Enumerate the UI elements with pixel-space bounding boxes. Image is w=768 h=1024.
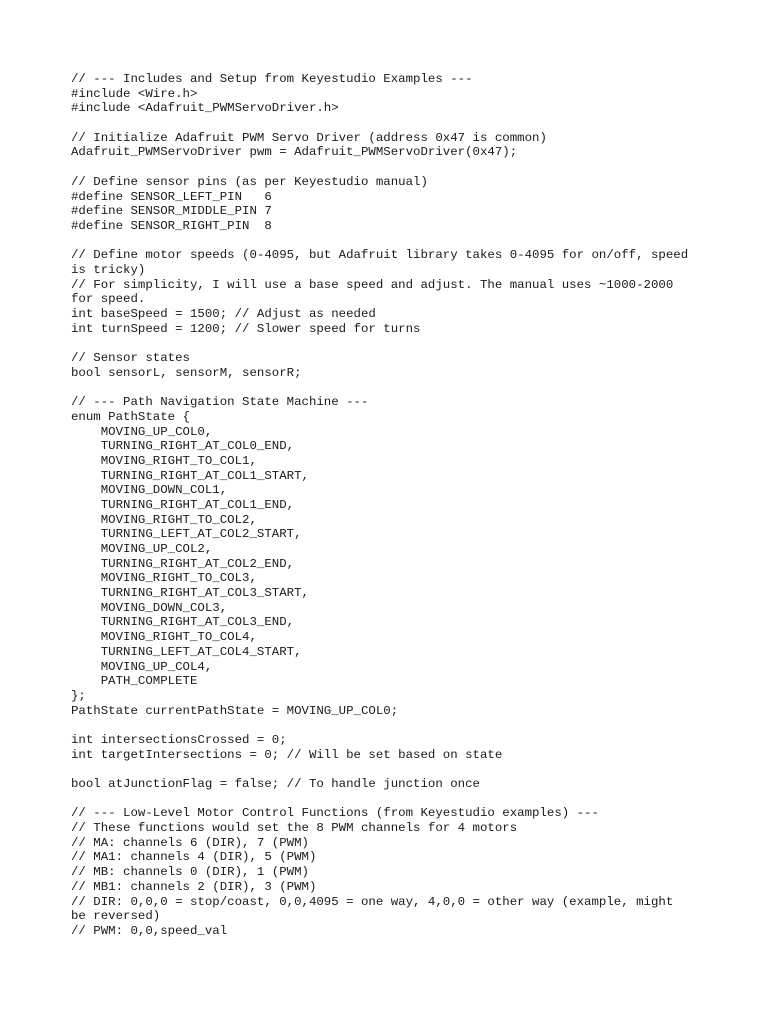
code-line: TURNING_LEFT_AT_COL4_START, bbox=[71, 644, 302, 659]
code-line bbox=[71, 234, 711, 249]
code-line: MOVING_DOWN_COL3, bbox=[71, 600, 228, 615]
code-line: #define SENSOR_RIGHT_PIN 8 bbox=[71, 218, 272, 233]
code-line: // Define motor speeds (0-4095, but Adafruit library takes 0-4095 for on/off, speed bbox=[71, 248, 689, 263]
code-line bbox=[71, 336, 711, 351]
code-line bbox=[71, 160, 711, 175]
code-line: // MB: channels 0 (DIR), 1 (PWM) bbox=[71, 865, 309, 880]
code-line: TURNING_LEFT_AT_COL2_START, bbox=[71, 527, 302, 542]
code-line: is tricky) bbox=[71, 262, 146, 277]
code-line: TURNING_RIGHT_AT_COL1_END, bbox=[71, 497, 295, 512]
code-line: be reversed) bbox=[71, 909, 161, 924]
code-line: MOVING_RIGHT_TO_COL4, bbox=[71, 630, 257, 645]
code-line: MOVING_UP_COL0, bbox=[71, 424, 213, 439]
code-line: // For simplicity, I will use a base speed and adjust. The manual uses ~1000-2000 bbox=[71, 277, 674, 292]
code-line: // MA1: channels 4 (DIR), 5 (PWM) bbox=[71, 850, 317, 865]
code-line bbox=[71, 718, 711, 733]
code-line: #include <Adafruit_PWMServoDriver.h> bbox=[71, 101, 339, 116]
code-line: TURNING_RIGHT_AT_COL3_END, bbox=[71, 615, 295, 630]
code-line: // --- Low-Level Motor Control Functions (from Keyestudio examples) --- bbox=[71, 806, 599, 821]
code-line: MOVING_UP_COL4, bbox=[71, 659, 213, 674]
code-line: #define SENSOR_MIDDLE_PIN 7 bbox=[71, 204, 272, 219]
code-line: #include <Wire.h> bbox=[71, 86, 198, 101]
code-line: TURNING_RIGHT_AT_COL2_END, bbox=[71, 556, 295, 571]
code-listing bbox=[71, 72, 711, 939]
code-line: // These functions would set the 8 PWM channels for 4 motors bbox=[71, 821, 518, 836]
code-line: MOVING_RIGHT_TO_COL1, bbox=[71, 453, 257, 468]
code-line bbox=[71, 792, 711, 807]
code-line: int turnSpeed = 1200; // Slower speed for turns bbox=[71, 321, 421, 336]
code-line: bool sensorL, sensorM, sensorR; bbox=[71, 365, 302, 380]
code-line: enum PathState { bbox=[71, 409, 190, 424]
code-line: }; bbox=[71, 688, 86, 703]
code-line: int baseSpeed = 1500; // Adjust as needed bbox=[71, 307, 376, 321]
code-line: TURNING_RIGHT_AT_COL0_END, bbox=[71, 439, 295, 454]
code-line: // Initialize Adafruit PWM Servo Driver (address 0x47 is common) bbox=[71, 130, 547, 145]
code-line: // Define sensor pins (as per Keyestudio manual) bbox=[71, 174, 428, 189]
code-line: // MA: channels 6 (DIR), 7 (PWM) bbox=[71, 835, 309, 850]
code-line: // --- Path Navigation State Machine --- bbox=[71, 395, 369, 410]
code-line: // Sensor states bbox=[71, 351, 190, 366]
code-line: PATH_COMPLETE bbox=[71, 674, 198, 689]
code-line: // DIR: 0,0,0 = stop/coast, 0,0,4095 = one way, 4,0,0 = other way (example, might bbox=[71, 894, 674, 909]
code-line: // PWM: 0,0,speed_val bbox=[71, 923, 228, 938]
code-line: int targetIntersections = 0; // Will be set based on state bbox=[71, 747, 503, 762]
code-line: // --- Includes and Setup from Keyestudio Examples --- bbox=[71, 72, 473, 86]
code-line bbox=[71, 116, 711, 131]
code-line bbox=[71, 762, 711, 777]
code-line: MOVING_RIGHT_TO_COL2, bbox=[71, 512, 257, 527]
code-line: PathState currentPathState = MOVING_UP_COL0; bbox=[71, 703, 399, 718]
code-line: #define SENSOR_LEFT_PIN 6 bbox=[71, 189, 272, 204]
code-line: MOVING_RIGHT_TO_COL3, bbox=[71, 571, 257, 586]
code-line: TURNING_RIGHT_AT_COL1_START, bbox=[71, 468, 309, 483]
code-line: TURNING_RIGHT_AT_COL3_START, bbox=[71, 586, 309, 601]
code-line bbox=[71, 380, 711, 395]
code-line: for speed. bbox=[71, 292, 146, 307]
code-line: MOVING_DOWN_COL1, bbox=[71, 483, 228, 498]
code-line: // MB1: channels 2 (DIR), 3 (PWM) bbox=[71, 879, 317, 894]
code-line: Adafruit_PWMServoDriver pwm = Adafruit_PWMServoDriver(0x47); bbox=[71, 145, 518, 160]
code-line: bool atJunctionFlag = false; // To handle junction once bbox=[71, 777, 480, 791]
code-line: MOVING_UP_COL2, bbox=[71, 542, 213, 556]
code-line: int intersectionsCrossed = 0; bbox=[71, 732, 287, 747]
